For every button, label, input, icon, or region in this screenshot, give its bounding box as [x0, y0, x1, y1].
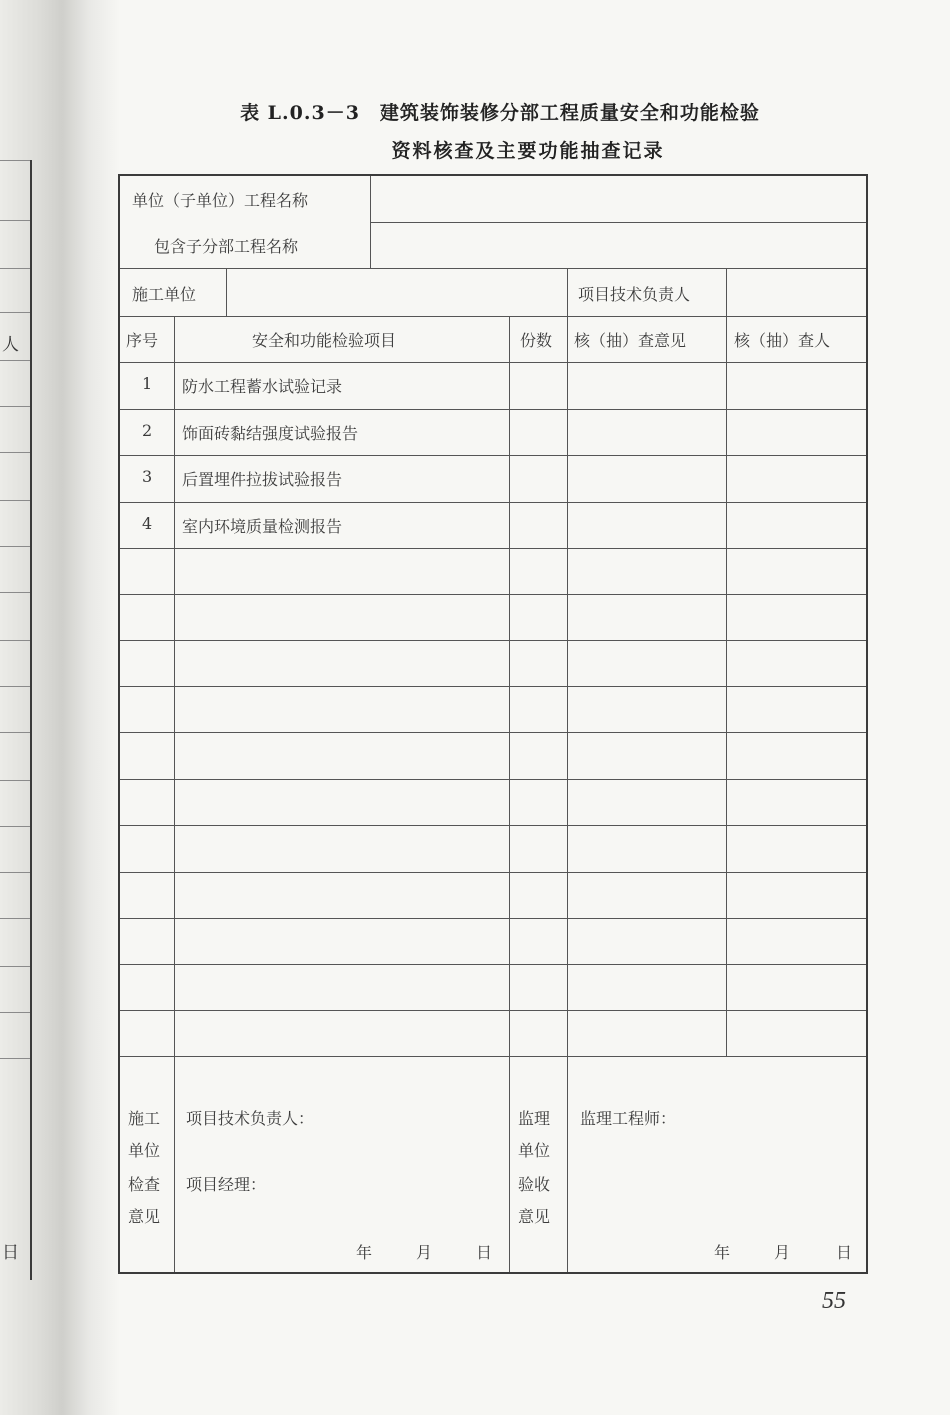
row-2-item: 饰面砖黏结强度试验报告 — [182, 424, 359, 443]
column-header-item: 安全和功能检验项目 — [252, 331, 397, 350]
contractor-opinion-char-3: 检查 — [128, 1175, 161, 1194]
supervisor-opinion-char-1: 监理 — [518, 1109, 551, 1128]
row-3-seq: 3 — [142, 467, 153, 486]
contractor-opinion-char-2: 单位 — [128, 1141, 161, 1160]
contractor-date-day: 日 — [476, 1243, 493, 1262]
supervisor-opinion-char-3: 验收 — [518, 1175, 551, 1194]
column-header-opinion: 核（抽）查意见 — [574, 331, 687, 350]
contractor-date-month: 月 — [416, 1243, 433, 1262]
contractor-opinion-char-4: 意见 — [128, 1207, 161, 1226]
tech-lead-label: 项目技术负责人 — [578, 285, 691, 304]
left-page-text-ren: 人 — [2, 335, 19, 355]
unit-project-name-label: 单位（子单位）工程名称 — [132, 191, 309, 210]
supervisor-date-year: 年 — [714, 1243, 731, 1262]
row-1-seq: 1 — [142, 374, 153, 393]
table-title-line2: 资料核查及主要功能抽查记录 — [391, 140, 665, 162]
column-header-copies: 份数 — [520, 331, 553, 350]
row-3-item: 后置埋件拉拔试验报告 — [182, 470, 343, 489]
table-title-line1: 表 L.0.3－3 建筑装饰装修分部工程质量安全和功能检验 — [240, 102, 760, 124]
row-2-seq: 2 — [142, 421, 153, 440]
supervisor-engineer-signature-label: 监理工程师： — [580, 1109, 677, 1128]
tech-lead-signature-label: 项目技术负责人： — [186, 1109, 315, 1128]
contractor-date-year: 年 — [356, 1243, 373, 1262]
row-4-item: 室内环境质量检测报告 — [182, 517, 343, 536]
column-header-checker: 核（抽）查人 — [734, 331, 831, 350]
supervisor-date-day: 日 — [836, 1243, 853, 1262]
sub-division-name-label: 包含子分部工程名称 — [154, 237, 299, 256]
row-4-seq: 4 — [142, 514, 153, 533]
column-header-seq: 序号 — [126, 331, 159, 350]
contractor-opinion-char-1: 施工 — [128, 1109, 161, 1128]
left-page-table-fragment — [0, 160, 32, 1280]
manager-signature-label: 项目经理： — [186, 1175, 267, 1194]
left-page-text-ri: 日 — [2, 1243, 19, 1263]
page-number: 55 — [822, 1288, 846, 1314]
row-1-item: 防水工程蓄水试验记录 — [182, 377, 343, 396]
supervisor-date-month: 月 — [774, 1243, 791, 1262]
supervisor-opinion-char-2: 单位 — [518, 1141, 551, 1160]
inspection-record-table — [118, 174, 868, 1274]
supervisor-opinion-char-4: 意见 — [518, 1207, 551, 1226]
contractor-label: 施工单位 — [132, 285, 197, 304]
